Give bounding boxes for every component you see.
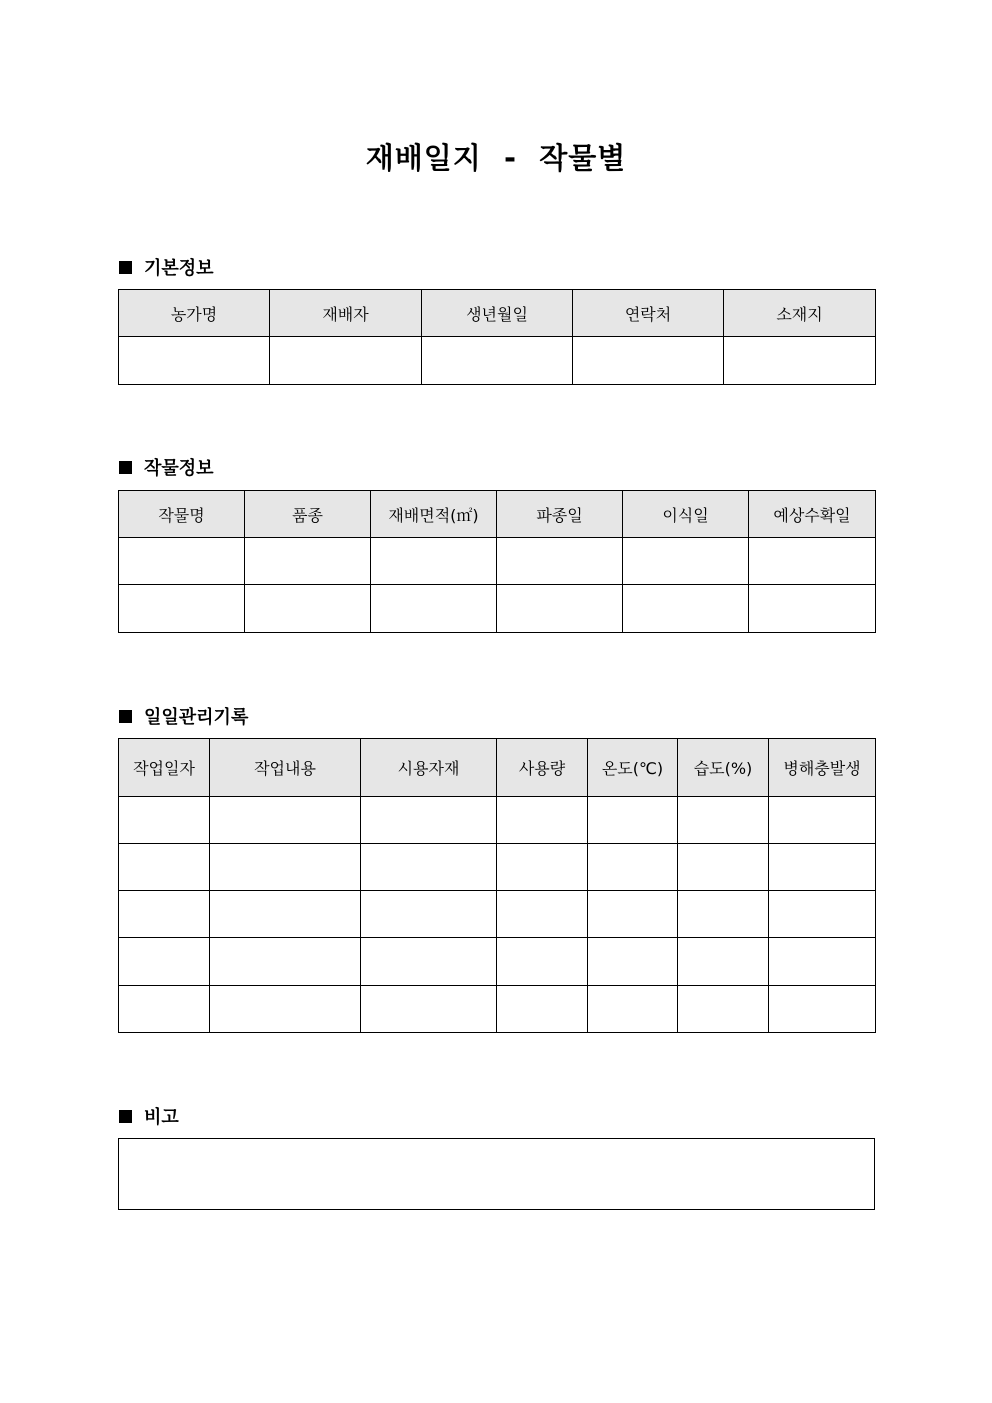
table-cell[interactable]: [769, 797, 876, 844]
section-heading-basic-info: [119, 254, 214, 280]
table-cell[interactable]: [588, 797, 678, 844]
table-cell[interactable]: [245, 585, 371, 633]
table-cell[interactable]: [371, 538, 497, 585]
daily-log-table: [118, 738, 876, 1033]
table-cell[interactable]: [119, 337, 270, 385]
section-heading-label: 비고: [144, 1107, 179, 1128]
column-header-cultivation-area: 재배면적(㎡): [371, 491, 497, 538]
table-cell[interactable]: [119, 797, 210, 844]
table-cell[interactable]: [497, 891, 588, 938]
section-heading-daily-log: [119, 703, 248, 729]
section-heading-crop-info: [119, 454, 214, 480]
table-row: [119, 585, 876, 633]
table-cell[interactable]: [724, 337, 876, 385]
table-cell[interactable]: [623, 538, 749, 585]
table-cell[interactable]: [573, 337, 724, 385]
table-cell[interactable]: [119, 538, 245, 585]
table-row: [119, 938, 876, 986]
square-bullet-icon: [119, 1110, 132, 1123]
table-cell[interactable]: [678, 844, 769, 891]
table-cell[interactable]: [497, 938, 588, 986]
table-cell[interactable]: [749, 585, 876, 633]
table-cell[interactable]: [497, 797, 588, 844]
table-cell[interactable]: [361, 986, 497, 1033]
section-heading-label: 작물정보: [144, 458, 214, 479]
table-cell[interactable]: [588, 986, 678, 1033]
column-header-pest-occurrence: 병해충발생: [769, 739, 876, 797]
table-cell[interactable]: [769, 986, 876, 1033]
table-row: [119, 797, 876, 844]
column-header-materials: 시용자재: [361, 739, 497, 797]
table-cell[interactable]: [497, 538, 623, 585]
table-cell[interactable]: [678, 891, 769, 938]
table-cell[interactable]: [497, 986, 588, 1033]
table-cell[interactable]: [361, 938, 497, 986]
table-row: [119, 986, 876, 1033]
table-cell[interactable]: [270, 337, 422, 385]
table-cell[interactable]: [361, 797, 497, 844]
table-cell[interactable]: [588, 891, 678, 938]
table-row: [119, 538, 876, 585]
table-cell[interactable]: [497, 844, 588, 891]
table-header-row: [119, 739, 876, 797]
column-header-crop-name: 작물명: [119, 491, 245, 538]
section-heading-label: 일일관리기록: [144, 707, 249, 728]
table-cell[interactable]: [119, 844, 210, 891]
table-row: [119, 891, 876, 938]
table-cell[interactable]: [422, 337, 573, 385]
section-heading-label: 기본정보: [144, 258, 214, 279]
table-cell[interactable]: [769, 938, 876, 986]
square-bullet-icon: [119, 710, 132, 723]
table-cell[interactable]: [749, 538, 876, 585]
table-cell[interactable]: [210, 844, 361, 891]
crop-info-table: [118, 490, 876, 633]
document-title: 재배일지 - 작물별: [365, 141, 627, 175]
table-cell[interactable]: [678, 938, 769, 986]
column-header-sowing-date: 파종일: [497, 491, 623, 538]
table-cell[interactable]: [678, 797, 769, 844]
table-cell[interactable]: [361, 844, 497, 891]
square-bullet-icon: [119, 461, 132, 474]
column-header-birth-date: 생년월일: [422, 290, 573, 337]
column-header-work-content: 작업내용: [210, 739, 361, 797]
table-cell[interactable]: [210, 891, 361, 938]
square-bullet-icon: [119, 261, 132, 274]
remarks-box[interactable]: [118, 1138, 875, 1210]
table-cell[interactable]: [210, 797, 361, 844]
table-cell[interactable]: [588, 844, 678, 891]
column-header-amount: 사용량: [497, 739, 588, 797]
column-header-grower: 재배자: [270, 290, 422, 337]
table-cell[interactable]: [361, 891, 497, 938]
table-cell[interactable]: [769, 844, 876, 891]
table-cell[interactable]: [119, 986, 210, 1033]
table-cell[interactable]: [769, 891, 876, 938]
column-header-work-date: 작업일자: [119, 739, 210, 797]
column-header-expected-harvest: 예상수확일: [749, 491, 876, 538]
table-cell[interactable]: [497, 585, 623, 633]
table-cell[interactable]: [588, 938, 678, 986]
column-header-humidity: 습도(%): [678, 739, 769, 797]
table-cell[interactable]: [245, 538, 371, 585]
table-cell[interactable]: [119, 891, 210, 938]
column-header-variety: 품종: [245, 491, 371, 538]
column-header-contact: 연락처: [573, 290, 724, 337]
table-cell[interactable]: [119, 938, 210, 986]
table-cell[interactable]: [623, 585, 749, 633]
basic-info-table: [118, 289, 876, 385]
table-cell[interactable]: [678, 986, 769, 1033]
table-row: [119, 844, 876, 891]
column-header-temperature: 온도(℃): [588, 739, 678, 797]
column-header-location: 소재지: [724, 290, 876, 337]
table-cell[interactable]: [371, 585, 497, 633]
section-heading-remarks: [119, 1103, 179, 1129]
table-row: [119, 337, 876, 385]
column-header-transplant-date: 이식일: [623, 491, 749, 538]
table-cell[interactable]: [210, 986, 361, 1033]
column-header-farm-name: 농가명: [119, 290, 270, 337]
table-cell[interactable]: [210, 938, 361, 986]
table-header-row: [119, 491, 876, 538]
table-cell[interactable]: [119, 585, 245, 633]
table-header-row: [119, 290, 876, 337]
